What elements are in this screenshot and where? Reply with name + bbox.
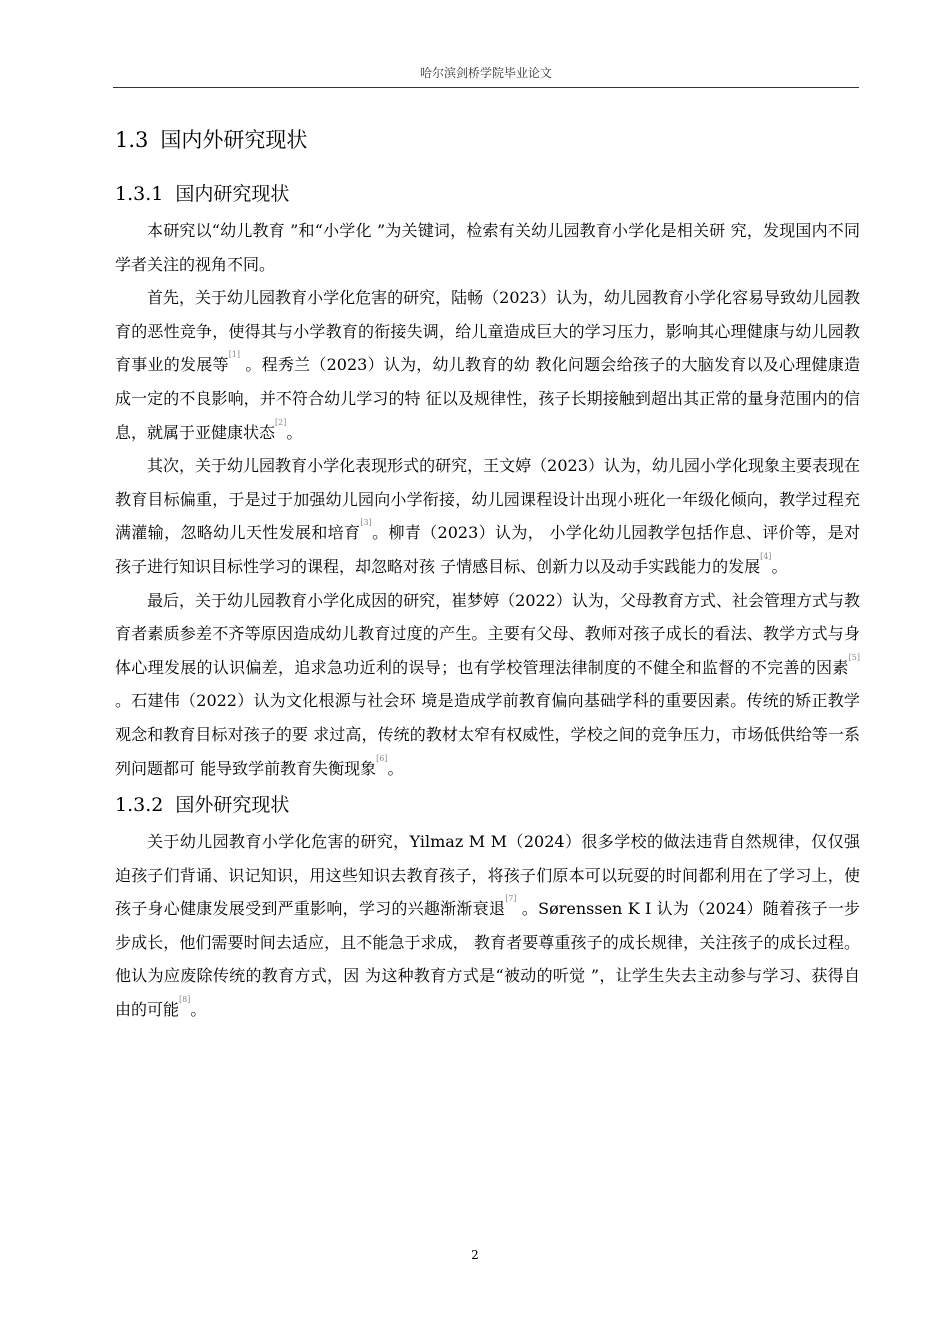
paragraph-text: 。 (771, 556, 788, 576)
paragraph-text: 首先，关于幼儿园教育小学化危害的研究，陆畅（2023）认为，幼儿园教育小学化容易导致幼儿园教育的恶性竞争，使得其与小学教育的衔接失调，给儿童造成巨大的学习压力，影响其心理健康与幼儿园教育事业的发展等 (115, 288, 860, 375)
page-number: 2 (471, 1248, 479, 1262)
paragraph-text: 关于幼儿园教育小学化危害的研究，Yilmaz M M（2024）很多学校的做法违背自然规律，仅仅强迫孩子们背诵、识记知识，用这些知识去教育孩子，将孩子们原本可以玩耍的时间都利用在了学习上，使孩子身心健康发展受到严重影响，学习的兴趣渐渐衰退 (115, 832, 860, 919)
citation-2[interactable]: [2] (275, 417, 287, 427)
paragraph-text: 。石建伟（2022）认为文化根源与社会环 境是造成学前教育偏向基础学科的重要因素。传统的矫正教学观念和教育目标对孩子的要 求过高，传统的教材太窄有权威性，学校之间的竞争压力，市场低供给等一系列问题都可 能导致学前教育失衡现象 (115, 691, 860, 778)
header-rule (113, 87, 859, 88)
subsection-heading-domestic (115, 174, 860, 214)
paragraph-text: 。 (286, 422, 303, 442)
citation-7[interactable]: [7] (505, 894, 517, 904)
paragraph-text: 其次，关于幼儿园教育小学化表现形式的研究，王文婷（2023）认为，幼儿园小学化现象主要表现在教育目标偏重，于是过于加强幼儿园向小学衔接，幼儿园课程设计出现小班化一年级化倾向，教学过程充满灌输，忽略幼儿天性发展和培育 (115, 456, 860, 543)
subsection-title: 国内研究现状 (175, 183, 290, 205)
section-title: 国内外研究现状 (160, 128, 308, 152)
page-header: 哈尔滨剑桥学院毕业论文 (419, 66, 552, 80)
citation-6[interactable]: [6] (376, 753, 388, 763)
subsection-title: 国外研究现状 (175, 794, 290, 817)
paragraph-intro: 本研究以“幼儿教育 ”和“小学化 ”为关键词，检索有关幼儿园教育小学化是相关研 究，发现国内不同学者关注的视角不同。 (115, 221, 860, 274)
paragraph-forms (115, 449, 860, 583)
section-number: 1.3 (115, 128, 149, 152)
paragraph-text: 。柳青（2023）认为， 小学化幼儿园教学包括作息、评价等，是对孩子进行知识目标性学习的课程，却忽略对孩 子情感目标、创新力以及动手实践能力的发展 (115, 523, 860, 576)
citation-4[interactable]: [4] (760, 551, 772, 561)
citation-5[interactable]: [5] (848, 652, 860, 662)
subsection-number: 1.3.2 (115, 794, 164, 817)
subsection-number: 1.3.1 (115, 183, 164, 205)
section-heading (115, 118, 860, 162)
citation-8[interactable]: [8] (179, 995, 191, 1005)
paragraph-causes (115, 584, 860, 786)
paragraph-foreign (115, 825, 860, 1027)
citation-3[interactable]: [3] (360, 518, 372, 528)
citation-1[interactable]: [1] (228, 350, 241, 360)
paragraph-hazards (115, 281, 860, 449)
subsection-heading-foreign (115, 785, 860, 825)
paragraph-text: 。程秀兰（2023）认为，幼儿教育的幼 教化问题会给孩子的大脑发育以及心理健康造成一定的不良影响，并不符合幼儿学习的特 征以及规律性，孩子长期接触到超出其正常的量身范围内的信息，就属于亚健康状态 (115, 355, 860, 442)
paragraph-text: 。Sørenssen K I 认为（2024）随着孩子一步步成长，他们需要时间去适应，且不能急于求成， 教育者要尊重孩子的成长规律，关注孩子的成长过程。他认为应废除传统的教育方式，因 为这种教育方式是“被动的听觉 ”，让学生失去主动参与学习、获得自由的可能 (115, 899, 860, 1020)
page-content (115, 118, 860, 1027)
paragraph-text: 。 (190, 1000, 207, 1020)
paragraph-text: 最后，关于幼儿园教育小学化成因的研究，崔梦婷（2022）认为，父母教育方式、社会管理方式与教育者素质参差不齐等原因造成幼儿教育过度的产生。主要有父母、教师对孩子成长的看法、教学方式与身体心理发展的认识偏差，追求急功近利的误导；也有学校管理法律制度的不健全和监督的不完善的因素 (115, 590, 860, 677)
paragraph-text: 。 (387, 758, 404, 778)
